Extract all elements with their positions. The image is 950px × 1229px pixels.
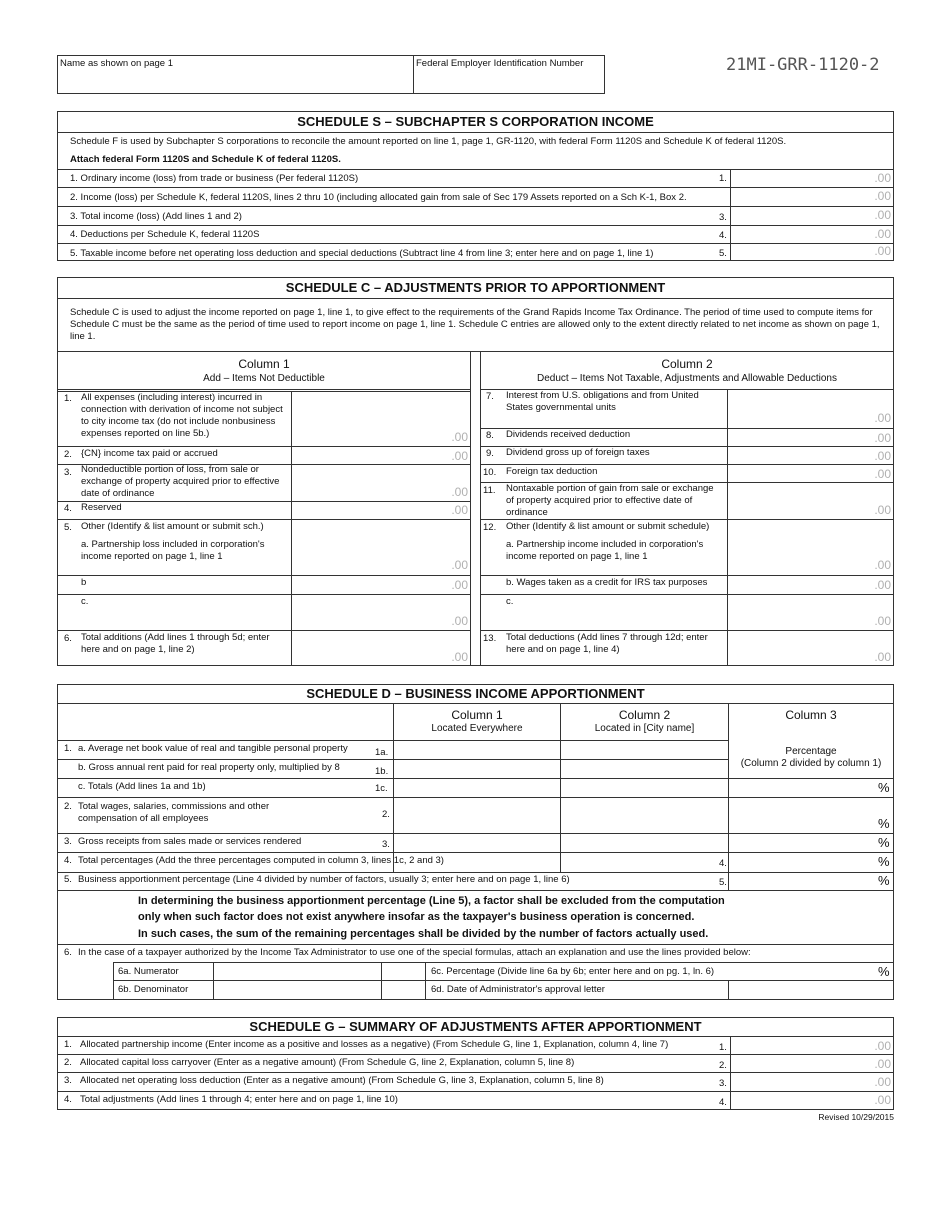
c-line-3: Nondeductible portion of loss, from sale or exchange of property acquired prior to effective date of ordinance <box>81 464 280 499</box>
c-line-12b: b. Wages taken as a credit for IRS tax purposes <box>506 577 708 588</box>
schedule-s-intro: Schedule F is used by Subchapter S corporations to reconcile the amount reported on line 1, page 1, GR-1120, with federal Form 1120S and Schedule K of federal 1120S. <box>70 136 787 147</box>
c-line-9: Dividend gross up of foreign taxes <box>506 447 650 458</box>
c-line-5b: b <box>81 577 87 588</box>
schedule-g: SCHEDULE G – SUMMARY OF ADJUSTMENTS AFTER APPORTIONMENT 1. Allocated partnership income (Enter income as a positive and losses as a negative) (From Schedule G, line 1, Explanation, column 4, line 7) 1. .00 2. Allocated capital loss carryover (Enter as a negative amount) (From Schedule G, line 2, Explanation, column 5, line 8) 2. .00 3. Allocated net operating loss deduction (Enter as a negative amount) (From Schedule G, line 3, Explanation, column 5, line 8) 3. .00 4. Total adjustments (Add lines 1 through 4; enter here and on page 1, line 10) 4. .00 <box>57 1017 894 1110</box>
d-line-1a: a. Average net book value of real and tangible personal property <box>78 743 348 754</box>
schedule-c-column-1: Column 1 Add – Items Not Deductible 1. All expenses (including interest) incurred in connection with derivation of income not subject to city income tax (do not include nonbusiness expenses reported on line 5b.) .00 2. {CN} income tax paid or accrued .00 3. Nondeductible portion of loss, from sale or exchange of property acquired prior to effective date of ordinance .00 4. Reserved .00 5. Other (Identify & list amount or submit sch.) a. Partnership loss included in corporation's income reported on page 1, line 1 .00 b .00 c. .00 6. Total additions (Add lines 1 through 5d; enter here and on page 1, line 2) .00 <box>57 351 471 666</box>
schedule-s-amount-4[interactable]: .00 <box>730 225 893 243</box>
c-amount-12a[interactable]: .00 <box>874 558 891 572</box>
g-amount-1[interactable]: .00 <box>874 1039 891 1053</box>
g-line-4: Total adjustments (Add lines 1 through 4; enter here and on page 1, line 10) <box>80 1094 398 1105</box>
d-line-2: Total wages, salaries, commissions and other compensation of all employees <box>78 801 270 824</box>
fein-field[interactable] <box>413 55 605 94</box>
c-line-4: Reserved <box>81 502 122 513</box>
form-id: 21MI-GRR-1120-2 <box>726 55 880 75</box>
d-line-1c: c. Totals (Add lines 1a and 1b) <box>78 781 206 792</box>
schedule-s-line-3: 3. Total income (loss) (Add lines 1 and 2) <box>70 211 242 222</box>
c-amount-7[interactable]: .00 <box>874 411 891 425</box>
c-line-5: Other (Identify & list amount or submit sch.) <box>81 521 264 532</box>
schedule-s-amount-2[interactable]: .00 <box>730 187 893 206</box>
d-line-1b: b. Gross annual rent paid for real property only, multiplied by 8 <box>78 762 340 773</box>
d-numerator-input[interactable] <box>214 963 381 980</box>
g-amount-4[interactable]: .00 <box>874 1093 891 1107</box>
schedule-d: SCHEDULE D – BUSINESS INCOME APPORTIONMENT Column 1 Located Everywhere Column 2 Located in [City name] Column 3 Percentage (Column 2 divided by column 1) 1. a. Average net book value of real and tangible personal property 1a. b. Gross annual rent paid for real property only, multiplied by 8 1b. c. Totals (Add lines 1a and 1b) 1c. % 2. Total wages, salaries, commissions and other compensation of all employees 2. % 3. Gross receipts from sales made or services rendered 3. % 4. Total percentages (Add the three percentages computed in column 3, lines 1c, 2 and 3) 4. % 5. Business apportionment percentage (Line 4 divided by number of factors, usually 3; enter here and on page 1, line 6) 5. % In determining the business apportionment percentage (Line 5), a factor shall be excluded from the computation only when such factor does not exist anywhere insofar as the taxpayer's business operation is concerned. In such cases, the sum of the remaining percentages shall be divided by the number of factors actually used. 6. In the case of a taxpayer authorized by the Income Tax Administrator to use one of the special formulas, attach an explanation and use the lines provided below: 6a. Numerator 6b. Denominator 6c. Percentage (Divide line 6a by 6b; enter here and on pg. 1, ln. 6) % 6d. Date of Administrator's approval letter <box>57 684 894 1000</box>
d-line-6d: 6d. Date of Administrator's approval letter <box>431 984 605 995</box>
d-line-3: Gross receipts from sales made or services rendered <box>78 836 302 847</box>
schedule-c-title: SCHEDULE C – ADJUSTMENTS PRIOR TO APPORTIONMENT <box>285 280 666 295</box>
schedule-s-line-5: 5. Taxable income before net operating loss deduction and special deductions (Subtract line 4 from line 3; enter here and on page 1, line 1) <box>70 248 654 259</box>
c-amount-10[interactable]: .00 <box>874 467 891 481</box>
schedule-c-intro: Schedule C is used to adjust the income reported on page 1, line 1, to give effect to the requirements of the Grand Rapids Income Tax Ordinance. The period of time used to compute items for Schedule C must be the same as the period of time used to report income on page 1, line 1. Schedule C entries are allowed only to the extent directly related to net income as shown on page 1, line 1. <box>70 307 880 342</box>
schedule-c-column-2: Column 2 Deduct – Items Not Taxable, Adjustments and Allowable Deductions 7. Interest from U.S. obligations and from United States governmental units .00 8. Dividends received deduction .00 9. Dividend gross up of foreign taxes .00 10. Foreign tax deduction .00 11. Nontaxable portion of gain from sale or exchange of property acquired prior to effective date of ordinance .00 12. Other (Identify & list amount or submit schedule) a. Partnership income included in corporation's income reported on page 1, line 1 .00 b. Wages taken as a credit for IRS tax purposes .00 c. .00 13. Total deductions (Add lines 7 through 12d; enter here and on page 1, line 4) .00 <box>480 351 894 666</box>
c-amount-6[interactable]: .00 <box>451 650 468 664</box>
schedule-d-title: SCHEDULE D – BUSINESS INCOME APPORTIONMENT <box>306 686 645 701</box>
c-line-13: Total deductions (Add lines 7 through 12d; enter here and on page 1, line 4) <box>506 632 708 655</box>
d-line-6: In the case of a taxpayer authorized by the Income Tax Administrator to use one of the special formulas, attach an explanation and use the lines provided below: <box>78 947 751 958</box>
d-line-6c: 6c. Percentage (Divide line 6a by 6b; enter here and on pg. 1, ln. 6) <box>431 966 715 977</box>
schedule-s-amount-3[interactable]: .00 <box>730 206 893 225</box>
name-field[interactable] <box>57 55 414 94</box>
schedule-s-line-2: 2. Income (loss) per Schedule K, federal 1120S, lines 2 thru 10 (including allocated gain from sale of Sec 179 Assets reported on a Sch K-1, Box 2. <box>70 192 687 203</box>
c-amount-3[interactable]: .00 <box>451 485 468 499</box>
c-line-6: Total additions (Add lines 1 through 5d; enter here and on page 1, line 2) <box>81 632 270 655</box>
c-line-2: {CN} income tax paid or accrued <box>81 448 218 459</box>
g-line-1: Allocated partnership income (Enter income as a positive and losses as a negative) (From Schedule G, line 1, Explanation, column 4, line 7) <box>80 1039 669 1050</box>
c-amount-9[interactable]: .00 <box>874 449 891 463</box>
c-amount-8[interactable]: .00 <box>874 431 891 445</box>
c-line-5a: a. Partnership loss included in corporation's income reported on page 1, line 1 <box>81 539 265 562</box>
c-amount-1[interactable]: .00 <box>451 430 468 444</box>
schedule-s-title: SCHEDULE S – SUBCHAPTER S CORPORATION INCOME <box>297 114 654 129</box>
c-line-11: Nontaxable portion of gain from sale or exchange of property acquired prior to effective date of ordinance <box>506 483 714 518</box>
c-line-8: Dividends received deduction <box>506 429 631 440</box>
c-amount-11[interactable]: .00 <box>874 503 891 517</box>
c-amount-2[interactable]: .00 <box>451 449 468 463</box>
schedule-s-amount-5[interactable]: .00 <box>730 243 893 260</box>
d-line-6a: 6a. Numerator <box>118 966 179 977</box>
d-notice-3: In such cases, the sum of the remaining percentages shall be divided by the number of factors actually used. <box>138 928 709 940</box>
schedule-s: SCHEDULE S – SUBCHAPTER S CORPORATION INCOME Schedule F is used by Subchapter S corporations to reconcile the amount reported on line 1, page 1, GR-1120, with federal Form 1120S and Schedule K of federal 1120S. Attach federal Form 1120S and Schedule K of federal 1120S. 1. Ordinary income (loss) from trade or business (Per federal 1120S) 1. 2. Income (loss) per Schedule K, federal 1120S, lines 2 thru 10 (including allocated gain from sale of Sec 179 Assets reported on a Sch K-1, Box 2. 3. Total income (loss) (Add lines 1 and 2) 3. 4. Deductions per Schedule K, federal 1120S 4. 5. Taxable income before net operating loss deduction and special deductions (Subtract line 4 from line 3; enter here and on page 1, line 1) 5. .00 .00 .00 .00 .00 <box>57 111 894 261</box>
schedule-s-attach: Attach federal Form 1120S and Schedule K of federal 1120S. <box>70 154 341 165</box>
d-line-5: Business apportionment percentage (Line 4 divided by number of factors, usually 3; enter here and on page 1, line 6) <box>78 874 570 885</box>
schedule-s-line-4: 4. Deductions per Schedule K, federal 1120S <box>70 229 260 240</box>
d-notice-1: In determining the business apportionment percentage (Line 5), a factor shall be excluded from the computation <box>138 895 725 907</box>
g-line-2: Allocated capital loss carryover (Enter as a negative amount) (From Schedule G, line 2, Explanation, column 5, line 8) <box>80 1057 575 1068</box>
g-amount-3[interactable]: .00 <box>874 1075 891 1089</box>
d-line-6b: 6b. Denominator <box>118 984 189 995</box>
fein-label: Federal Employer Identification Number <box>416 58 584 69</box>
d-line-4: Total percentages (Add the three percentages computed in column 3, lines 1c, 2 and 3) <box>78 855 444 866</box>
name-label: Name as shown on page 1 <box>60 58 174 69</box>
c-line-7: Interest from U.S. obligations and from United States governmental units <box>506 390 699 413</box>
c-amount-4[interactable]: .00 <box>451 503 468 517</box>
g-line-3: Allocated net operating loss deduction (Enter as a negative amount) (From Schedule G, line 3, Explanation, column 5, line 8) <box>80 1075 604 1086</box>
d-denominator-input[interactable] <box>214 981 381 999</box>
c-amount-5b[interactable]: .00 <box>451 578 468 592</box>
d-notice-2: only when such factor does not exist anywhere insofar as the taxpayer's business operation is concerned. <box>138 911 695 923</box>
revised-date: Revised 10/29/2015 <box>818 1112 894 1122</box>
c-amount-12c[interactable]: .00 <box>874 614 891 628</box>
schedule-s-amount-1[interactable]: .00 <box>730 169 893 187</box>
c-amount-13[interactable]: .00 <box>874 650 891 664</box>
c-amount-5c[interactable]: .00 <box>451 614 468 628</box>
schedule-g-title: SCHEDULE G – SUMMARY OF ADJUSTMENTS AFTER APPORTIONMENT <box>249 1019 702 1034</box>
c-amount-12b[interactable]: .00 <box>874 578 891 592</box>
c-line-12: Other (Identify & list amount or submit schedule) <box>506 521 710 532</box>
c-line-12c: c. <box>506 596 514 607</box>
c-line-10: Foreign tax deduction <box>506 466 598 477</box>
c-line-12a: a. Partnership income included in corporation's income reported on page 1, line 1 <box>506 539 704 562</box>
c-line-5c: c. <box>81 596 89 607</box>
c-line-1: All expenses (including interest) incurred in connection with derivation of income not subject to city income tax (do not include nonbusiness expenses reported on line 5b.) <box>81 392 283 439</box>
schedule-s-line-1: 1. Ordinary income (loss) from trade or business (Per federal 1120S) <box>70 173 359 184</box>
d-approval-date-input[interactable] <box>729 981 893 999</box>
g-amount-2[interactable]: .00 <box>874 1057 891 1071</box>
c-amount-5a[interactable]: .00 <box>451 558 468 572</box>
